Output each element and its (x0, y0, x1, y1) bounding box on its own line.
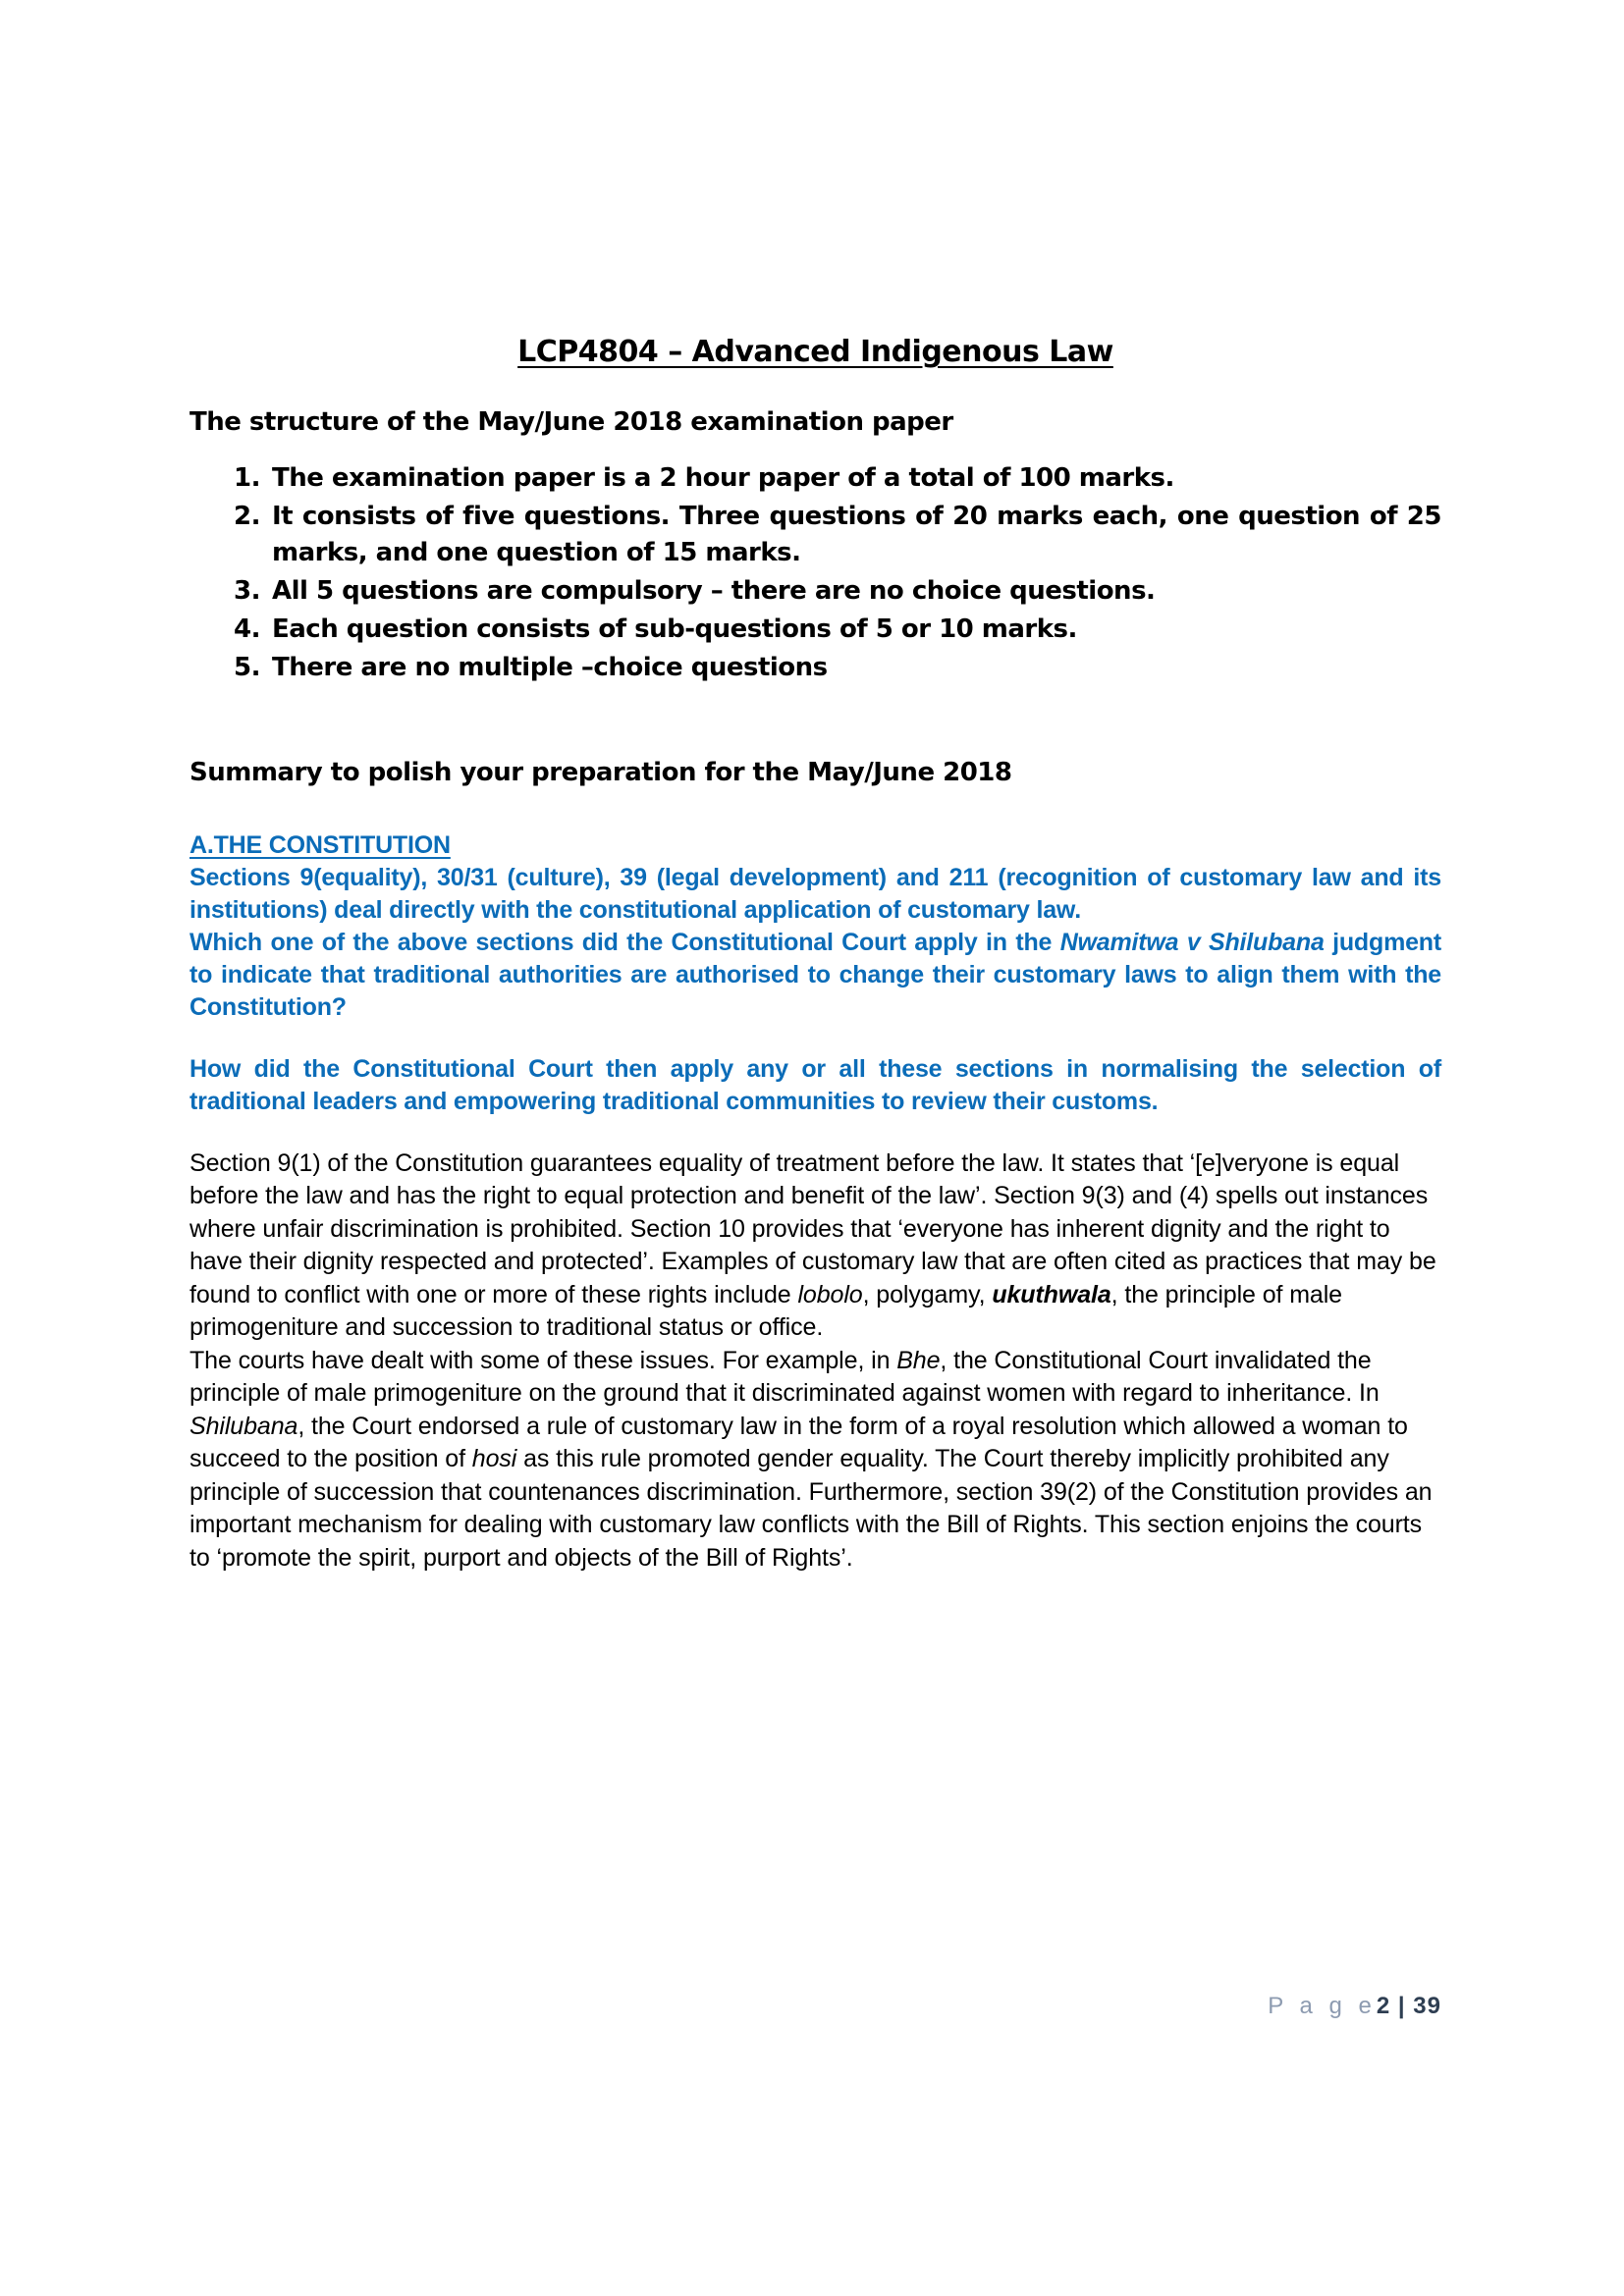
spacer (189, 1024, 1441, 1053)
spacer (189, 1118, 1441, 1148)
list-item: The examination paper is a 2 hour paper of a total of 100 marks. (272, 463, 1174, 494)
summary-subheading: Summary to polish your preparation for the May/June 2018 (189, 757, 1012, 787)
answer-2-segment-2: , the Constitutional Court invalidated the principle of male primogeniture on the ground that it discriminated against women with regard to inheritance. In (189, 1346, 1380, 1408)
question-1-part-b: judgment to indicate that traditional authorities are authorised to change their customary laws to align them with the Constitution? (189, 928, 1442, 1021)
page-title-text: LCP4804 – Advanced Indigenous Law (517, 335, 1113, 369)
section-a-question-1 (189, 927, 1441, 1024)
case-citation-shilubana: Shilubana (189, 1412, 298, 1440)
term-ukuthwala: ukuthwala (992, 1280, 1111, 1308)
case-citation-bhe: Bhe (896, 1346, 941, 1374)
answer-1-segment-1: Section 9(1) of the Constitution guarantees equality of treatment before the law. It states that ‘[e]veryone is equal before the law and has the right to equal protection and benefit of the law’. Section 9(3) and (4) spells out instances where unfair discrimination is prohibited. Section 10 provides that ‘everyone has inherent dignity and the right to have their dignity respected and protected’. Examples of customary law that are often cited as practices that may be found to conflict with one or more of these rights include (189, 1148, 1436, 1308)
section-a-heading-wrap (189, 829, 1441, 862)
structure-subheading: The structure of the May/June 2018 examination paper (189, 406, 953, 437)
answer-1-segment-2: , polygamy, (862, 1280, 993, 1308)
exam-structure-list (189, 460, 1441, 685)
section-a-question-2: How did the Constitutional Court then apply any or all these sections in normalising the selection of traditional leaders and empowering traditional communities to review their customs. (189, 1054, 1441, 1115)
answer-2-segment-3: , the Court endorsed a rule of customary law in the form of a royal resolution which allowed a woman to succeed to the position of (189, 1412, 1408, 1473)
answer-paragraph-2 (189, 1345, 1441, 1575)
case-citation-nwamitwa: Nwamitwa v Shilubana (1059, 928, 1325, 956)
answer-paragraph-1 (189, 1148, 1441, 1345)
term-lobolo: lobolo (797, 1280, 863, 1308)
answer-2-segment-1: The courts have dealt with some of these issues. For example, in (189, 1346, 897, 1374)
term-hosi: hosi (471, 1445, 517, 1473)
answer-1-segment-3: , the principle of male primogeniture and succession to traditional status or office. (189, 1280, 1342, 1342)
section-a-heading: A.THE CONSTITUTION (189, 830, 451, 859)
question-1-part-a: Which one of the above sections did the Constitutional Court apply in the (189, 928, 1060, 956)
spacer (189, 688, 1441, 757)
section-a-intro: Sections 9(equality), 30/31 (culture), 39 (legal development) and 211 (recognition of customary law and its institutions) deal directly with the constitutional application of customary law. (189, 863, 1441, 924)
document-content (189, 334, 1441, 1575)
footer-page-number: 2 | 39 (1376, 1993, 1441, 2019)
spacer (189, 812, 1441, 829)
list-item: There are no multiple –choice questions (272, 652, 828, 682)
list-item: All 5 questions are compulsory – there are no choice questions. (272, 576, 1156, 607)
list-item: It consists of five questions. Three questions of 20 marks each, one question of 25 marks, and one question of 15 marks. (272, 502, 1441, 568)
list-item: Each question consists of sub-questions of 5 or 10 marks. (272, 614, 1077, 644)
section-a-block (189, 829, 1441, 1118)
footer-page-label: P a g e (1268, 1993, 1377, 2019)
answer-2-segment-4: as this rule promoted gender equality. The Court thereby implicitly prohibited any principle of succession that countenances discrimination. Furthermore, section 39(2) of the Constitution provides an important mechanism for dealing with customary law conflicts with the Bill of Rights. This section enjoins the courts to ‘promote the spirit, purport and objects of the Bill of Rights’. (189, 1445, 1433, 1572)
page-title (189, 334, 1441, 371)
page-footer (189, 1993, 1441, 2020)
